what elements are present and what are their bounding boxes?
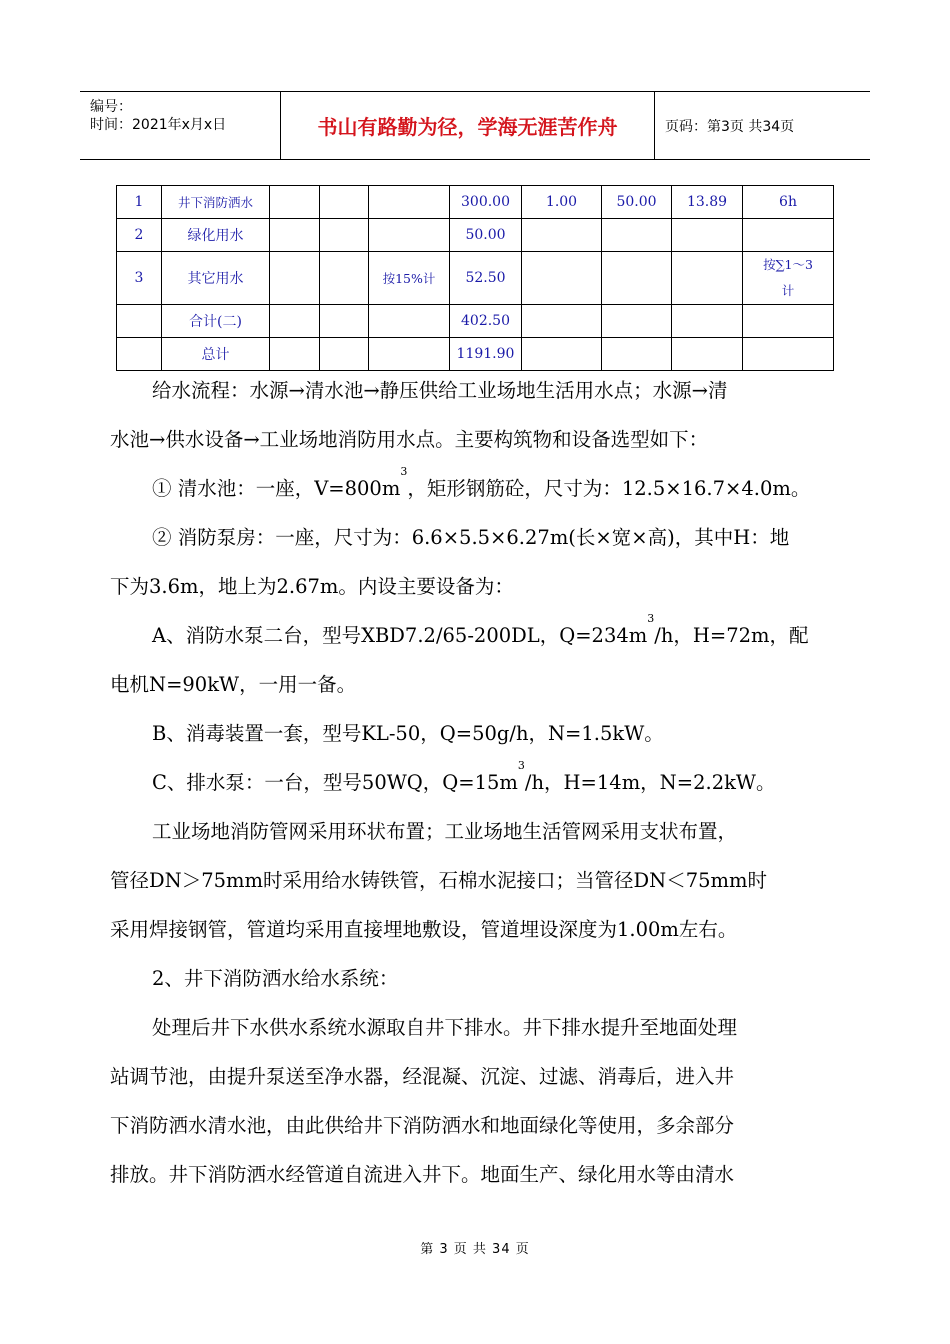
text-line: 下消防洒水清水池，由此供给井下消防洒水和地面绿化等使用，多余部分 — [110, 1114, 735, 1137]
cell — [602, 219, 672, 252]
text-line: 采用焊接钢管，管道均采用直接埋地敷设，管道埋设深度为1.00m左右。 — [110, 918, 738, 941]
cell — [369, 219, 450, 252]
text-line: 2、井下消防洒水给水系统： — [152, 967, 399, 990]
cell: 按15%计 — [369, 252, 450, 305]
cell-no: 2 — [117, 219, 162, 252]
text-line: 水池→供水设备→工业场地消防用水点。主要构筑物和设备选型如下： — [110, 428, 709, 451]
cell: 52.50 — [450, 252, 522, 305]
cell — [270, 305, 320, 338]
text-line: B、消毒装置一套，型号KL-50，Q=50g/h，N=1.5kW。 — [152, 722, 664, 745]
cell — [320, 305, 369, 338]
cell-no — [117, 305, 162, 338]
cell — [369, 305, 450, 338]
text-line — [110, 758, 840, 807]
table-row — [117, 219, 834, 252]
cell-no: 3 — [117, 252, 162, 305]
page-footer: 第 3 页 共 34 页 — [420, 1242, 530, 1257]
text-line — [110, 464, 840, 513]
table-row — [117, 305, 834, 338]
cell: 13.89 — [672, 186, 743, 219]
cell — [602, 305, 672, 338]
text-seg: ，矩形钢筋砼，尺寸为：12.5×16.7×4.0m。 — [407, 477, 811, 500]
cell — [522, 219, 602, 252]
text-line: ② 消防泵房：一座，尺寸为：6.6×5.5×6.27m(长×宽×高)，其中H：地 — [152, 526, 790, 549]
cell: 50.00 — [450, 219, 522, 252]
code-label: 编号： — [90, 99, 132, 115]
paragraph-flow — [110, 366, 840, 1199]
superscript: 3 — [647, 612, 655, 625]
cell-no: 1 — [117, 186, 162, 219]
text-line: 管径DN＞75mm时采用给水铸铁管，石棉水泥接口；当管径DN＜75mm时 — [110, 869, 767, 892]
cell — [672, 305, 743, 338]
cell — [320, 186, 369, 219]
superscript: 3 — [400, 465, 408, 478]
cell — [743, 219, 834, 252]
cell: 1.00 — [522, 186, 602, 219]
cell: 6h — [743, 186, 834, 219]
cell-name: 合计(二) — [162, 305, 270, 338]
cell-name: 绿化用水 — [162, 219, 270, 252]
table-row — [117, 186, 834, 219]
cell — [602, 252, 672, 305]
cell-name: 总计 — [162, 338, 270, 371]
cell-name: 井下消防洒水 — [162, 186, 270, 219]
cell — [743, 305, 834, 338]
header-motto: 书山有路勤为径，学海无涯苦作舟 — [281, 92, 655, 159]
cell — [369, 186, 450, 219]
text-seg: A、消防水泵二台，型号XBD7.2/65-200DL，Q=234m — [152, 624, 648, 647]
page-header — [80, 91, 870, 160]
text-line: 电机N=90kW，一用一备。 — [110, 673, 357, 696]
cell: 402.50 — [450, 305, 522, 338]
cell — [270, 252, 320, 305]
text-line: 处理后井下水供水系统水源取自井下排水。井下排水提升至地面处理 — [152, 1016, 738, 1039]
text-line: 下为3.6m，地上为2.67m。内设主要设备为： — [110, 575, 514, 598]
text-line: 排放。井下消防洒水经管道自流进入井下。地面生产、绿化用水等由清水 — [110, 1163, 735, 1186]
cell — [522, 305, 602, 338]
text-line: 站调节池，由提升泵送至净水器，经混凝、沉淀、过滤、消毒后，进入井 — [110, 1065, 735, 1088]
water-usage-table — [116, 185, 834, 371]
cell: 300.00 — [450, 186, 522, 219]
text-seg: ① 清水池：一座，V=800m — [152, 477, 401, 500]
text-seg: /h，H=14m，N=2.2kW。 — [524, 771, 776, 794]
superscript: 3 — [517, 759, 525, 772]
cell — [320, 219, 369, 252]
header-meta — [80, 92, 281, 159]
cell — [320, 252, 369, 305]
cell: 1191.90 — [450, 338, 522, 371]
text-line — [110, 611, 840, 660]
cell — [270, 219, 320, 252]
time-label: 时间：2021年x月x日 — [90, 117, 227, 133]
text-seg: /h，H=72m，配 — [654, 624, 809, 647]
header-page-info: 页码：第3页 共34页 — [665, 118, 795, 135]
cell — [672, 219, 743, 252]
cell-name: 其它用水 — [162, 252, 270, 305]
cell — [270, 186, 320, 219]
cell — [672, 252, 743, 305]
cell: 50.00 — [602, 186, 672, 219]
text-line: 工业场地消防管网采用环状布置；工业场地生活管网采用支状布置， — [152, 820, 738, 843]
table-row — [117, 252, 834, 305]
text-seg: C、排水泵：一台，型号50WQ，Q=15m — [152, 771, 518, 794]
cell: 按∑1～3计 — [743, 252, 834, 305]
cell — [522, 252, 602, 305]
text-line: 给水流程：水源→清水池→静压供给工业场地生活用水点；水源→清 — [152, 379, 728, 402]
